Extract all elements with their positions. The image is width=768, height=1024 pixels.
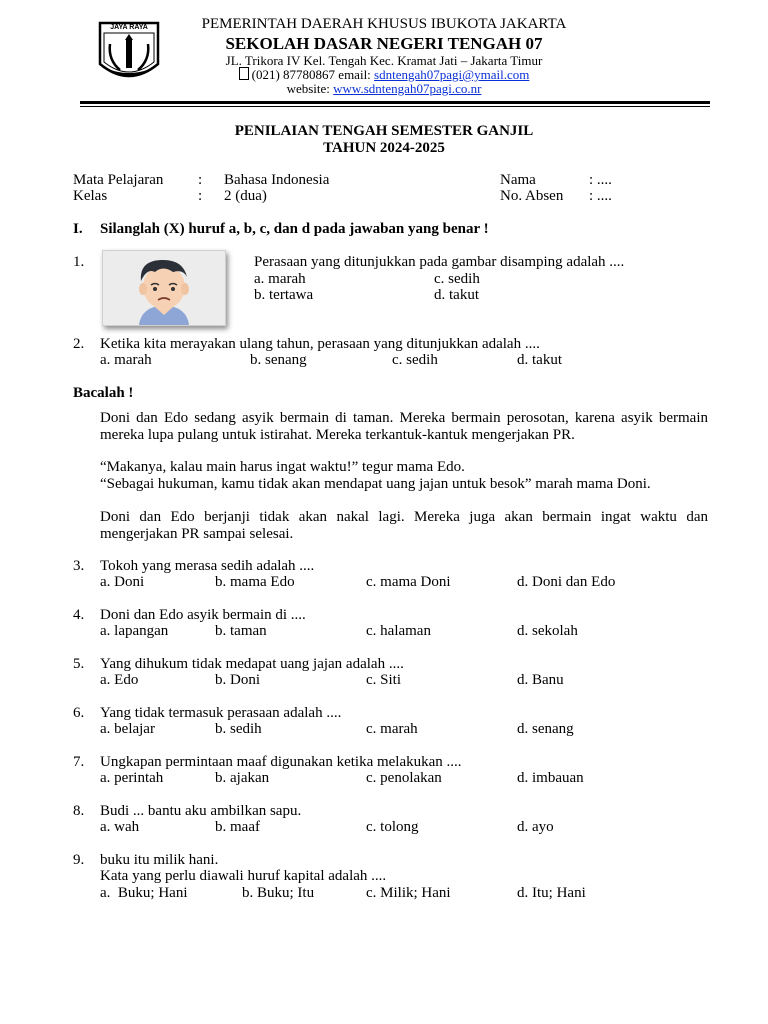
- option-d[interactable]: d. senang: [517, 721, 574, 737]
- option-a[interactable]: a. marah: [100, 352, 152, 368]
- reading-heading: Bacalah !: [73, 385, 134, 401]
- option-a[interactable]: a. belajar: [100, 721, 155, 737]
- absen-label: No. Absen: [500, 188, 564, 204]
- option-d[interactable]: d. Banu: [517, 672, 564, 688]
- question-text: Doni dan Edo asyik bermain di ....: [100, 607, 306, 623]
- logo-text: JAYA RAYA: [110, 24, 148, 31]
- website-label: website:: [286, 81, 334, 96]
- option-d[interactable]: d. Doni dan Edo: [517, 574, 616, 590]
- exam-year: TAHUN 2024-2025: [323, 140, 445, 156]
- website-link[interactable]: www.sdntengah07pagi.co.nr: [333, 81, 482, 96]
- reading-paragraph-4: Doni dan Edo berjanji tidak akan nakal lagi. Mereka juga akan bermain ingat waktu dan mengerjakan PR sampai selesai.: [100, 509, 708, 542]
- option-b[interactable]: b. tertawa: [254, 287, 314, 303]
- question-text: Tokoh yang merasa sedih adalah ....: [100, 558, 315, 574]
- option-d[interactable]: d. Itu; Hani: [517, 885, 586, 901]
- question-number: 2.: [73, 336, 85, 352]
- subject-value: Bahasa Indonesia: [224, 172, 330, 188]
- question-text: Ungkapan permintaan maaf digunakan ketika melakukan ....: [100, 754, 462, 770]
- exam-title: PENILAIAN TENGAH SEMESTER GANJIL: [234, 123, 534, 139]
- option-c[interactable]: c. sedih: [434, 271, 480, 287]
- option-a[interactable]: a. perintah: [100, 770, 164, 786]
- question-number: 5.: [73, 656, 85, 672]
- name-label: Nama: [500, 172, 536, 188]
- option-c[interactable]: c. halaman: [366, 623, 431, 639]
- question-text: Yang dihukum tidak medapat uang jajan adalah ....: [100, 656, 404, 672]
- option-c[interactable]: c. sedih: [392, 352, 438, 368]
- option-b[interactable]: b. sedih: [215, 721, 262, 737]
- school-address: JL. Trikora IV Kel. Tengah Kec. Kramat Jati – Jakarta Timur: [225, 53, 543, 68]
- school-name: SEKOLAH DASAR NEGERI TENGAH 07: [225, 34, 543, 53]
- option-c[interactable]: c. marah: [366, 721, 418, 737]
- government-name: PEMERINTAH DAERAH KHUSUS IBUKOTA JAKARTA: [201, 16, 567, 32]
- absen-field: : ....: [589, 188, 612, 204]
- class-value: 2 (dua): [224, 188, 267, 204]
- question-number: 7.: [73, 754, 85, 770]
- section-instruction: Silanglah (X) huruf a, b, c, dan d pada jawaban yang benar !: [100, 221, 489, 237]
- option-d[interactable]: d. ayo: [517, 819, 554, 835]
- question-subtext: Kata yang perlu diawali huruf kapital adalah ....: [100, 868, 387, 884]
- option-a[interactable]: a. lapangan: [100, 623, 169, 639]
- sad-boy-image: [102, 250, 226, 326]
- class-label: Kelas: [73, 188, 108, 204]
- reading-paragraph-2: “Makanya, kalau main harus ingat waktu!” tegur mama Edo.: [100, 459, 465, 475]
- question-text: Yang tidak termasuk perasaan adalah ....: [100, 705, 342, 721]
- email-link[interactable]: sdntengah07pagi@ymail.com: [374, 67, 530, 82]
- option-d[interactable]: d. takut: [434, 287, 479, 303]
- option-c[interactable]: c. Milik; Hani: [366, 885, 451, 901]
- subject-sep: :: [198, 172, 203, 188]
- option-c[interactable]: c. penolakan: [366, 770, 442, 786]
- question-number: 3.: [73, 558, 85, 574]
- option-b[interactable]: b. maaf: [215, 819, 260, 835]
- question-number: 6.: [73, 705, 85, 721]
- question-text: Budi ... bantu aku ambilkan sapu.: [100, 803, 302, 819]
- option-b[interactable]: b. senang: [250, 352, 307, 368]
- reading-paragraph-1: Doni dan Edo sedang asyik bermain di taman. Mereka bermain perosotan, karena asyik bermain mereka lupa pulang untuk istirahat. Mereka terkantuk-kantuk mengerjakan PR.: [100, 410, 708, 443]
- option-d[interactable]: d. imbauan: [517, 770, 584, 786]
- option-c[interactable]: c. mama Doni: [366, 574, 451, 590]
- header-rule-thick: [80, 101, 710, 104]
- option-b[interactable]: b. Buku; Itu: [242, 885, 315, 901]
- option-a[interactable]: a. marah: [254, 271, 306, 287]
- option-a[interactable]: a. Edo: [100, 672, 139, 688]
- option-c[interactable]: c. Siti: [366, 672, 402, 688]
- phone-icon: [239, 67, 249, 80]
- option-d[interactable]: d. sekolah: [517, 623, 578, 639]
- section-number: I.: [73, 221, 83, 237]
- school-website: [0, 81, 768, 97]
- option-d[interactable]: d. takut: [517, 352, 562, 368]
- name-field: : ....: [589, 172, 612, 188]
- option-b[interactable]: b. taman: [215, 623, 267, 639]
- subject-label: Mata Pelajaran: [73, 172, 164, 188]
- question-text: Ketika kita merayakan ulang tahun, perasaan yang ditunjukkan adalah ....: [100, 336, 540, 352]
- question-text: buku itu milik hani.: [100, 852, 219, 868]
- question-number: 9.: [73, 852, 85, 868]
- header-rule-thin: [80, 106, 710, 107]
- reading-paragraph-3: “Sebagai hukuman, kamu tidak akan mendapat uang jajan untuk besok” marah mama Doni.: [100, 476, 651, 492]
- option-a[interactable]: a. Doni: [100, 574, 145, 590]
- question-number: 4.: [73, 607, 85, 623]
- option-a[interactable]: a. wah: [100, 819, 140, 835]
- option-b[interactable]: b. Doni: [215, 672, 260, 688]
- option-c[interactable]: c. tolong: [366, 819, 419, 835]
- option-b[interactable]: b. mama Edo: [215, 574, 295, 590]
- option-b[interactable]: b. ajakan: [215, 770, 270, 786]
- question-number: 1.: [73, 254, 85, 270]
- phone-email-label: (021) 87780867 email:: [251, 67, 375, 82]
- option-a[interactable]: a. Buku; Hani: [100, 885, 188, 901]
- question-text: Perasaan yang ditunjukkan pada gambar disamping adalah ....: [254, 254, 625, 270]
- class-sep: :: [198, 188, 203, 204]
- question-number: 8.: [73, 803, 85, 819]
